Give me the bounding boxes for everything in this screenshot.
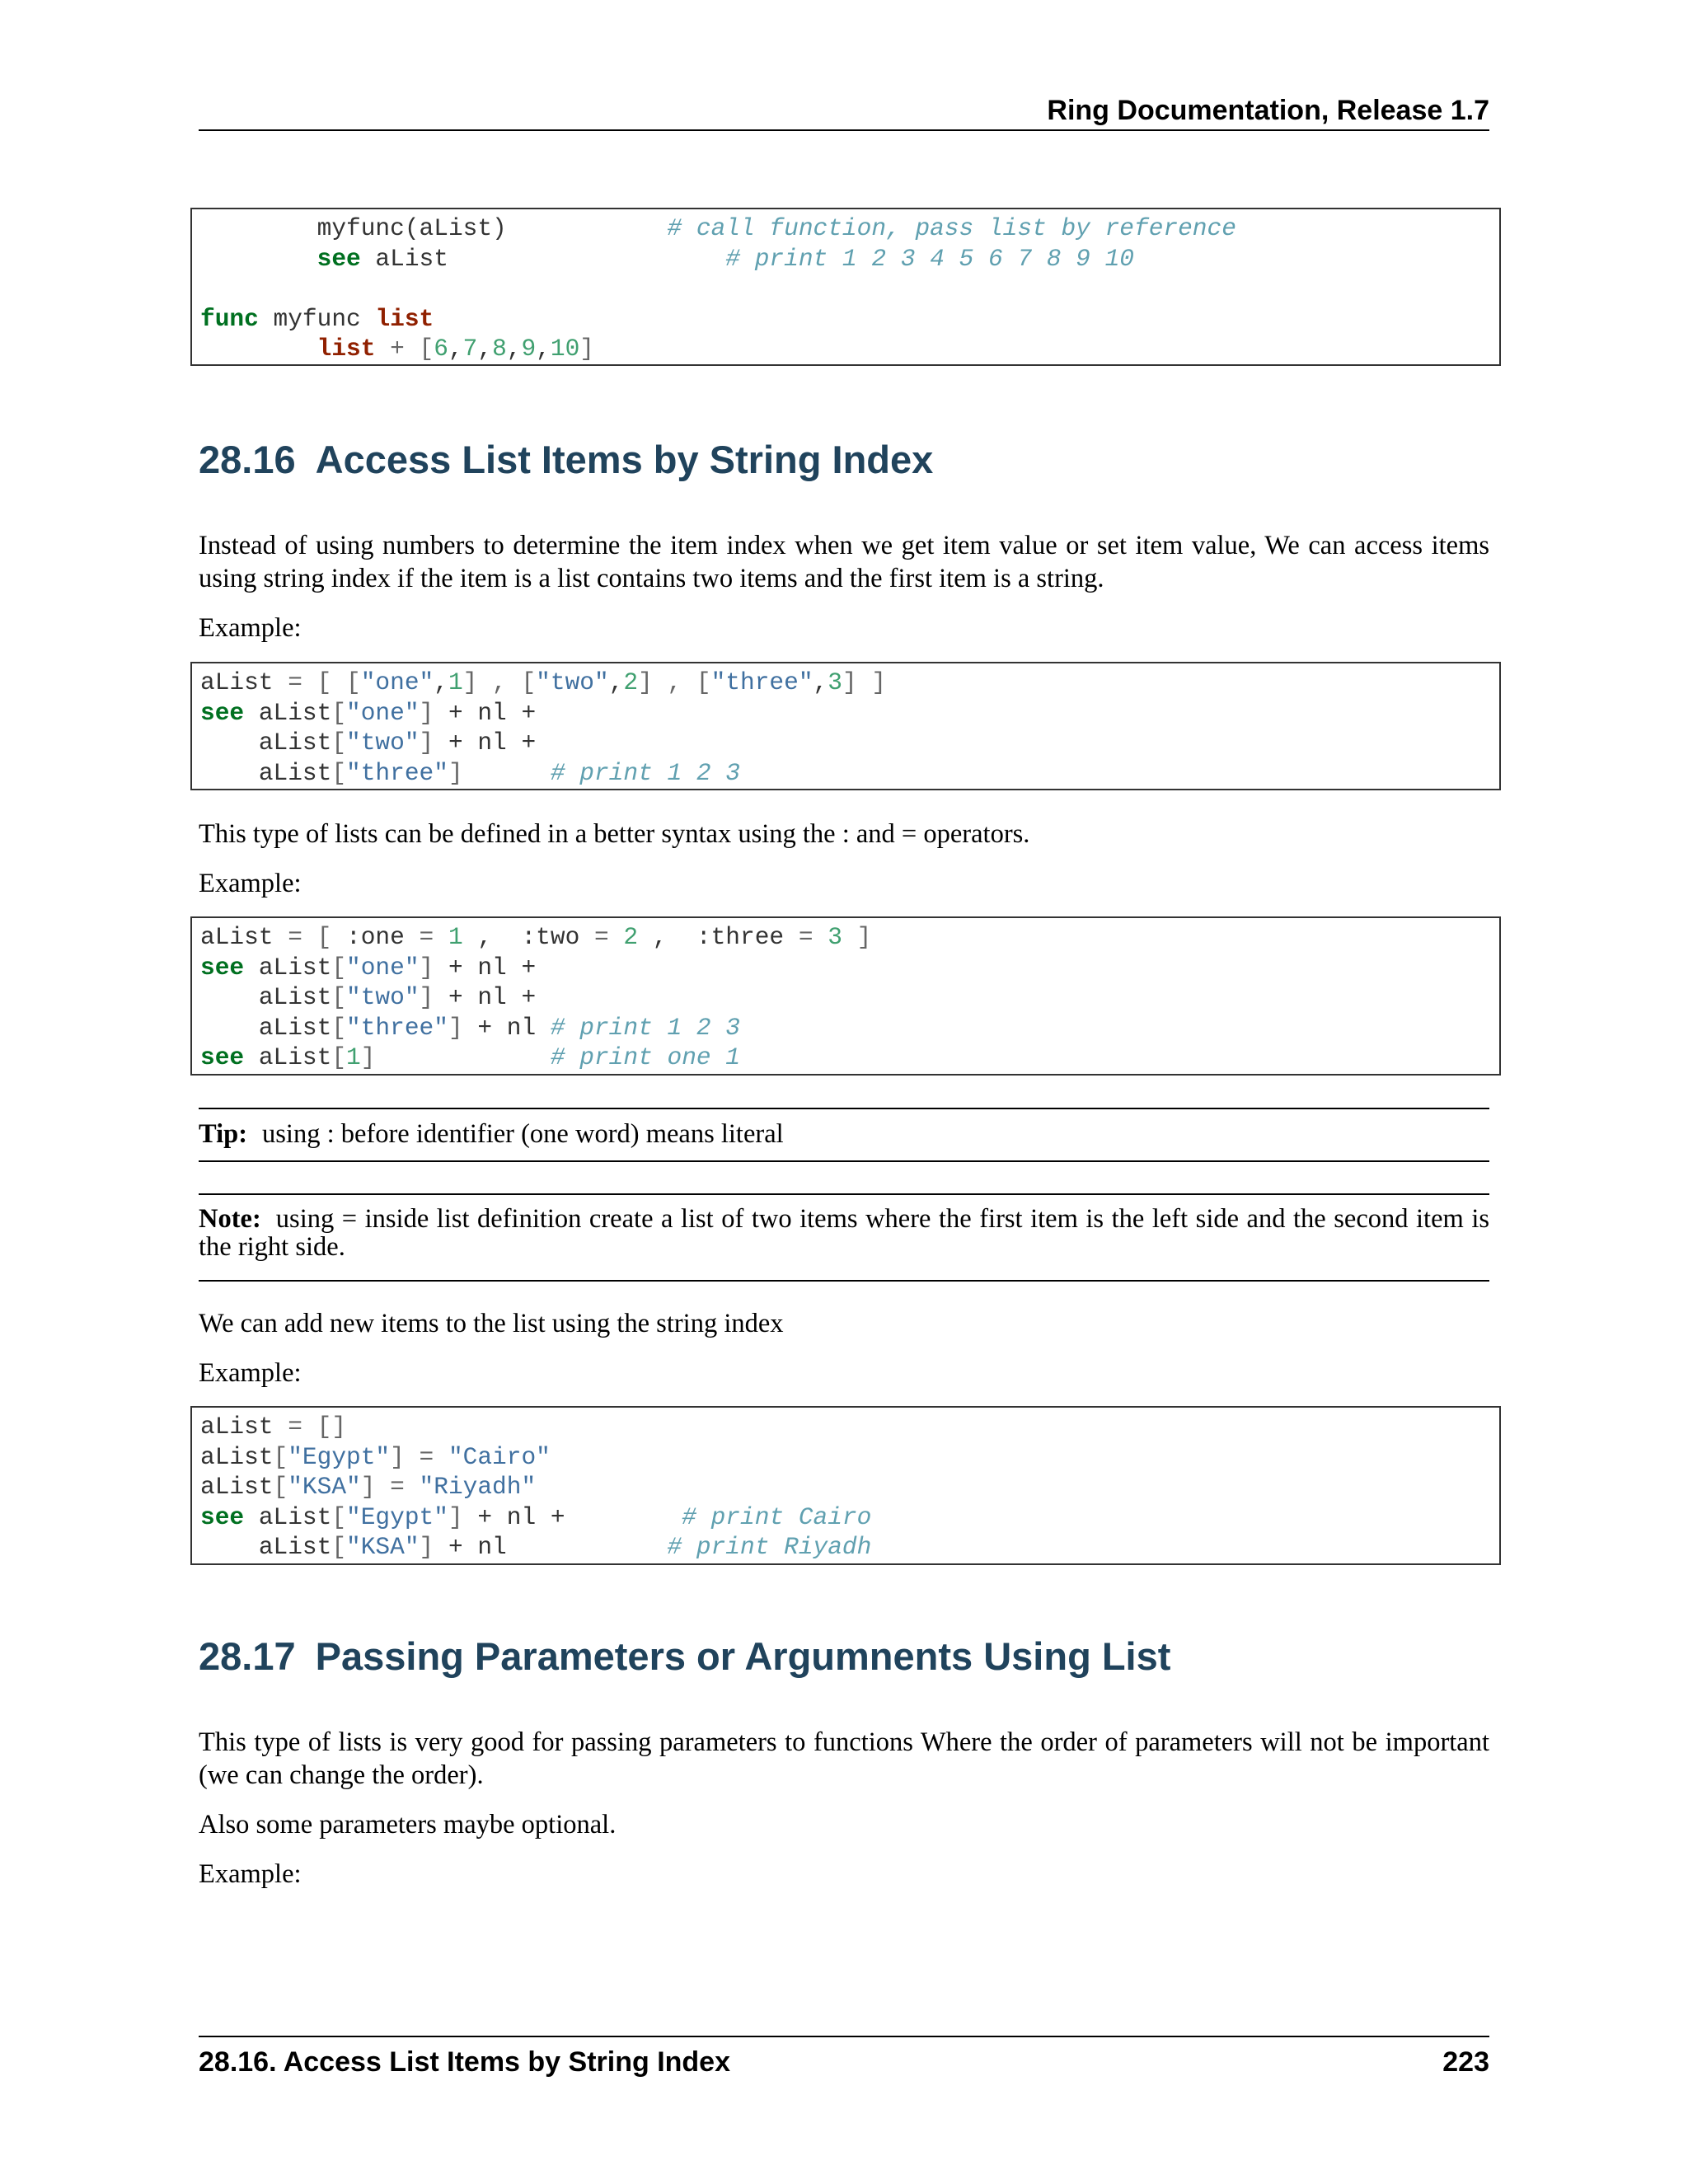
code-text: aList: [258, 983, 332, 1011]
code-keyword: list: [375, 304, 434, 333]
code-line: [200, 758, 1491, 789]
code-text: :one: [331, 923, 420, 951]
code-operator: ]: [419, 1533, 434, 1561]
code-string: "three": [346, 1013, 448, 1042]
tip-text: using : before identifier (one word) means literal: [262, 1119, 784, 1149]
note-title: Note:: [199, 1204, 261, 1234]
code-text: aList: [258, 729, 332, 757]
code-line: [200, 1412, 1491, 1442]
code-punct: ,: [813, 668, 828, 696]
code-operator: [: [331, 1533, 347, 1561]
code-punct: ,: [477, 335, 493, 363]
code-operator: = [: [288, 923, 332, 951]
note-top-rule: [199, 1193, 1489, 1195]
code-operator: =: [375, 1473, 420, 1501]
code-operator: ] , [: [638, 668, 711, 696]
code-string: "Cairo": [448, 1442, 551, 1471]
note-text: using = inside list definition create a list of two items where the first item is the left side and the second item is the right side.: [199, 1204, 1489, 1262]
code-number: 1: [346, 1043, 361, 1071]
code-line: [200, 1043, 1491, 1073]
code-operator: =: [419, 923, 434, 951]
code-text: :two: [506, 923, 594, 951]
code-operator: [: [331, 1502, 347, 1531]
paragraph-passing-params: This type of lists is very good for passing parameters to functions Where the order of parameters will not be important (we can change the order).: [199, 1727, 1489, 1790]
code-text: aList: [200, 668, 288, 696]
footer-page-number: 223: [1442, 2046, 1489, 2078]
code-string: "one": [346, 698, 420, 727]
code-text: myfunc(aList): [200, 214, 668, 242]
example-label: Example:: [199, 1859, 302, 1889]
code-operator: ] , [: [462, 668, 537, 696]
code-text: aList: [258, 1502, 332, 1531]
code-number: 9: [521, 335, 537, 363]
section-number: 28.16: [199, 438, 296, 481]
tip-admonition: [199, 1118, 1489, 1151]
code-number: 2: [623, 923, 639, 951]
code-line: [200, 213, 1491, 244]
code-line: [200, 922, 1491, 953]
section-title: Passing Parameters or Argumnents Using List: [315, 1634, 1171, 1678]
paragraph-optional: Also some parameters maybe optional.: [199, 1810, 617, 1840]
code-text: + nl +: [434, 953, 537, 982]
code-operator: ]: [419, 953, 434, 982]
section-heading-28-16: [199, 435, 1489, 485]
code-keyword: see: [200, 1043, 245, 1071]
code-keyword: see: [200, 953, 245, 982]
code-operator: [: [331, 1013, 347, 1042]
code-operator: [: [331, 698, 347, 727]
code-operator: ]: [579, 335, 594, 363]
code-keyword: see: [316, 244, 361, 273]
footer-rule: [199, 2036, 1489, 2037]
code-text: aList: [258, 758, 332, 787]
code-text: aList: [200, 923, 288, 951]
paragraph-syntax: This type of lists can be defined in a better syntax using the : and = operators.: [199, 819, 1030, 849]
code-number: 1: [448, 668, 463, 696]
code-operator: [: [331, 729, 347, 757]
code-block-string-index: [190, 662, 1501, 790]
code-text: aList: [200, 1442, 274, 1471]
code-keyword: see: [200, 698, 245, 727]
code-string: "one": [346, 953, 420, 982]
code-keyword: func: [200, 304, 259, 333]
code-operator: ]: [448, 1013, 463, 1042]
code-text: myfunc: [258, 304, 376, 333]
code-text: aList: [258, 1013, 332, 1042]
code-text: + nl +: [462, 1502, 682, 1531]
code-operator: [: [331, 983, 347, 1011]
code-operator: ]: [842, 923, 872, 951]
code-line: [200, 698, 1491, 729]
code-comment: # print Riyadh: [667, 1533, 872, 1561]
note-bottom-rule: [199, 1280, 1489, 1282]
code-punct: ,: [462, 923, 507, 951]
note-admonition: [199, 1205, 1489, 1261]
code-text: :three: [682, 923, 799, 951]
code-punct: ,: [434, 668, 448, 696]
code-punct: ,: [448, 335, 463, 363]
code-operator: ]: [419, 698, 434, 727]
code-punct: ,: [608, 668, 624, 696]
code-operator: [: [273, 1442, 288, 1471]
code-comment: # print 1 2 3 4 5 6 7 8 9 10: [725, 244, 1134, 273]
code-block-add-items: [190, 1406, 1501, 1565]
code-line-empty: [200, 274, 1491, 304]
code-operator: = [ [: [288, 668, 361, 696]
code-line: [200, 304, 1491, 335]
code-operator: [: [331, 953, 347, 982]
code-line: [200, 1472, 1491, 1502]
code-operator: ]: [390, 1442, 405, 1471]
code-line: [200, 1532, 1491, 1563]
code-text: aList: [258, 698, 332, 727]
code-text: aList: [258, 1043, 332, 1071]
code-string: "two": [536, 668, 609, 696]
code-text: + nl: [462, 1013, 551, 1042]
example-label: Example:: [199, 869, 302, 898]
code-line: [200, 1442, 1491, 1473]
header-rule: [199, 129, 1489, 131]
code-string: "KSA": [288, 1473, 361, 1501]
code-block-function-example: [190, 208, 1501, 366]
code-line: [200, 244, 1491, 274]
example-label: Example:: [199, 613, 302, 643]
code-text: aList: [258, 953, 332, 982]
code-comment: # call function, pass list by reference: [667, 214, 1236, 242]
tip-top-rule: [199, 1108, 1489, 1109]
example-label: Example:: [199, 1358, 302, 1388]
code-text: + nl: [434, 1533, 668, 1561]
code-operator: + [: [375, 335, 434, 363]
code-string: "KSA": [346, 1533, 420, 1561]
code-number: 7: [462, 335, 478, 363]
code-operator: ]: [419, 729, 434, 757]
code-operator: ]: [360, 1043, 376, 1071]
tip-bottom-rule: [199, 1160, 1489, 1162]
running-header: Ring Documentation, Release 1.7: [1047, 95, 1489, 126]
code-line: [200, 982, 1491, 1013]
code-number: 6: [434, 335, 448, 363]
section-number: 28.17: [199, 1634, 296, 1678]
code-line: [200, 1502, 1491, 1533]
code-operator: =: [404, 1442, 448, 1471]
code-keyword: list: [316, 335, 376, 363]
code-operator: ] ]: [842, 668, 887, 696]
code-string: "Egypt": [346, 1502, 448, 1531]
code-line: [200, 1013, 1491, 1043]
code-operator: ]: [448, 1502, 463, 1531]
code-keyword: see: [200, 1502, 245, 1531]
code-number: 3: [828, 923, 842, 951]
code-operator: =: [798, 923, 814, 951]
code-string: "two": [346, 983, 420, 1011]
code-punct: ,: [638, 923, 682, 951]
code-number: 8: [492, 335, 507, 363]
code-operator: ]: [448, 758, 463, 787]
code-number: 3: [828, 668, 842, 696]
code-text: + nl +: [434, 698, 537, 727]
code-string: "Egypt": [288, 1442, 391, 1471]
paragraph-add-items: We can add new items to the list using the string index: [199, 1309, 784, 1338]
footer-section-title: 28.16. Access List Items by String Index: [199, 2046, 731, 2078]
code-text: aList: [200, 1413, 288, 1441]
code-operator: ]: [419, 983, 434, 1011]
code-text: aList: [360, 244, 726, 273]
code-comment: # print 1 2 3: [550, 758, 741, 787]
code-number: 10: [550, 335, 580, 363]
code-string: "Riyadh": [419, 1473, 537, 1501]
code-operator: [: [273, 1473, 288, 1501]
code-punct: ,: [506, 335, 522, 363]
section-heading-28-17: [199, 1632, 1489, 1681]
code-comment: # print Cairo: [682, 1502, 872, 1531]
code-comment: # print 1 2 3: [550, 1013, 741, 1042]
code-string: "three": [346, 758, 448, 787]
code-string: "three": [710, 668, 814, 696]
code-operator: = []: [288, 1413, 347, 1441]
code-operator: [: [331, 758, 347, 787]
code-operator: ]: [360, 1473, 376, 1501]
code-string: "two": [346, 729, 420, 757]
code-line: [200, 668, 1491, 698]
code-line: [200, 334, 1491, 364]
code-text: + nl +: [434, 729, 537, 757]
code-punct: ,: [536, 335, 551, 363]
code-block-literal-syntax: [190, 916, 1501, 1076]
paragraph-intro: Instead of using numbers to determine the item index when we get item value or set item value, We can access items using string index if the item is a list contains two items and the first item is a string.: [199, 531, 1489, 593]
code-line: [200, 953, 1491, 983]
code-operator: =: [593, 923, 609, 951]
code-text: aList: [258, 1533, 332, 1561]
code-operator: [: [331, 1043, 347, 1071]
code-line: [200, 728, 1491, 758]
code-string: "one": [360, 668, 434, 696]
code-number: 1: [448, 923, 463, 951]
code-text: aList: [200, 1473, 274, 1501]
tip-title: Tip:: [199, 1119, 248, 1149]
code-number: 2: [623, 668, 639, 696]
code-comment: # print one 1: [550, 1043, 741, 1071]
section-title: Access List Items by String Index: [315, 438, 934, 481]
code-text: + nl +: [434, 983, 537, 1011]
